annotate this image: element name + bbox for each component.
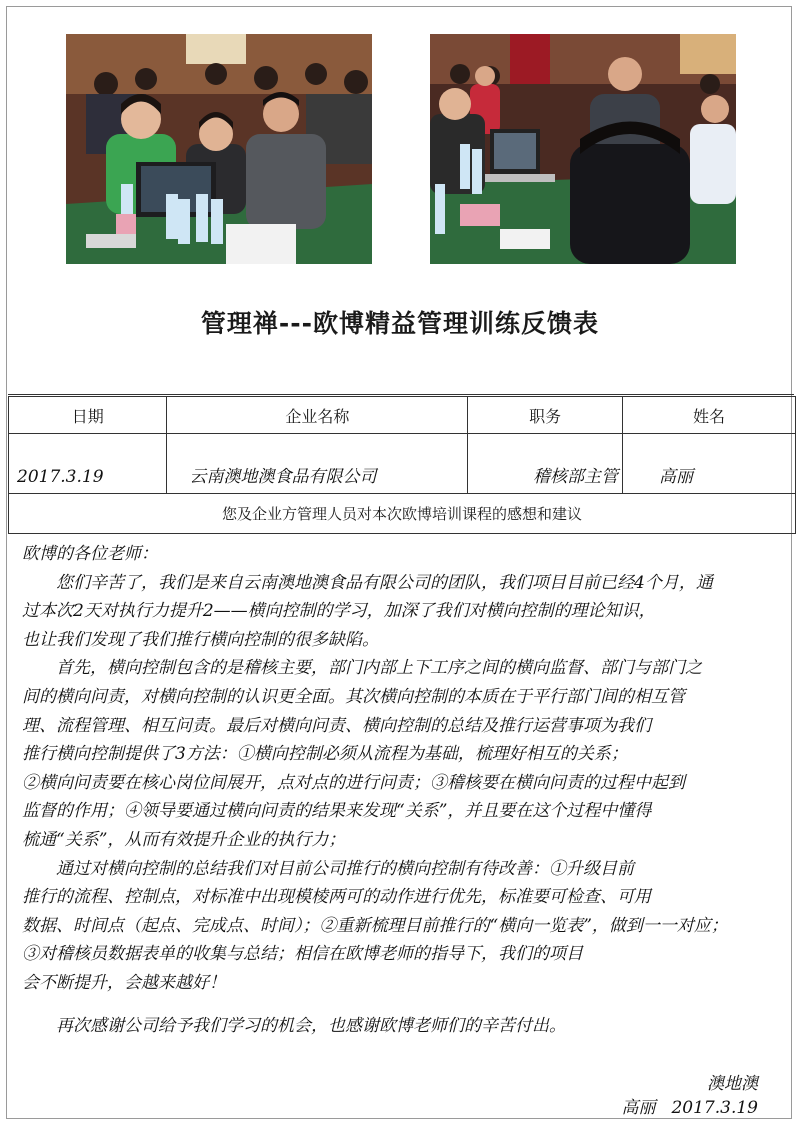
letter-line: 推行横向控制提供了3方法：①横向控制必须从流程为基础，梳理好相互的关系； xyxy=(22,744,628,765)
entry-position: 稽核部主管 xyxy=(468,434,623,494)
signature-line xyxy=(621,1096,758,1120)
feedback-letter xyxy=(22,540,782,1040)
signature-company: 澳地澳 xyxy=(707,1074,758,1094)
prompt-row xyxy=(9,494,796,534)
header-name: 姓名 xyxy=(623,397,796,434)
letter-line: 欧博的各位老师： xyxy=(22,544,158,564)
letter-line: 间的横向问责，对横向控制的认识更全面。其次横向控制的本质在于平行部门间的相互管 xyxy=(22,686,685,707)
entry-name: 高丽 xyxy=(623,434,796,494)
letter-line: 会不断提升，会越来越好！ xyxy=(22,972,226,993)
signature-block xyxy=(621,1072,758,1120)
entry-date: 2017.3.19 xyxy=(9,434,167,494)
entry-row xyxy=(9,434,796,494)
entry-company: 云南澳地澳食品有限公司 xyxy=(167,434,468,494)
letter-line: ③对稽核员数据表单的收集与总结；相信在欧博老师的指导下，我们的项目 xyxy=(22,944,583,965)
signature-name: 高丽 xyxy=(621,1098,656,1118)
training-photo-right xyxy=(430,34,736,264)
letter-line: 梳通“关系”，从而有效提升企业的执行力； xyxy=(22,829,346,850)
header-row xyxy=(9,397,796,434)
feedback-form-table xyxy=(8,396,796,534)
title-divider xyxy=(8,394,794,395)
header-company: 企业名称 xyxy=(167,397,468,434)
header-date: 日期 xyxy=(9,397,167,434)
training-photo-left xyxy=(66,34,372,264)
letter-line: 通过对横向控制的总结我们对目前公司推行的横向控制有待改善：①升级目前 xyxy=(22,858,634,879)
letter-line: 过本次2天对执行力提升2——横向控制的学习，加深了我们对横向控制的理论知识， xyxy=(22,601,656,622)
letter-line: 监督的作用；④领导要通过横向问责的结果来发现“关系”，并且要在这个过程中懂得 xyxy=(22,801,652,822)
letter-line: ②横向问责要在核心岗位间展开，点对点的进行问责；③稽核要在横向问责的过程中起到 xyxy=(22,772,685,793)
letter-line: 数据、时间点（起点、完成点、时间）；②重新梳理目前推行的“横向一览表”，做到一一对应； xyxy=(22,915,728,936)
header-position: 职务 xyxy=(468,397,623,434)
signature-date: 2017.3.19 xyxy=(671,1098,758,1118)
form-title: 管理禅---欧博精益管理训练反馈表 xyxy=(200,309,600,338)
letter-line: 您们辛苦了，我们是来自云南澳地澳食品有限公司的团队，我们项目目前已经4个月，通 xyxy=(22,572,713,593)
letter-line: 理、流程管理、相互问责。最后对横向问责、横向控制的总结及推行运营事项为我们 xyxy=(22,715,651,736)
letter-line: 也让我们发现了我们推行横向控制的很多缺陷。 xyxy=(22,629,379,650)
letter-line: 首先，横向控制包含的是稽核主要，部门内部上下工序之间的横向监督、部门与部门之 xyxy=(22,658,702,679)
letter-line: 推行的流程、控制点，对标准中出现模棱两可的动作进行优先，标准要可检查、可用 xyxy=(22,887,651,908)
feedback-prompt: 您及企业方管理人员对本次欧博培训课程的感想和建议 xyxy=(9,494,796,534)
letter-line: 再次感谢公司给予我们学习的机会，也感谢欧博老师们的辛苦付出。 xyxy=(22,1015,566,1036)
